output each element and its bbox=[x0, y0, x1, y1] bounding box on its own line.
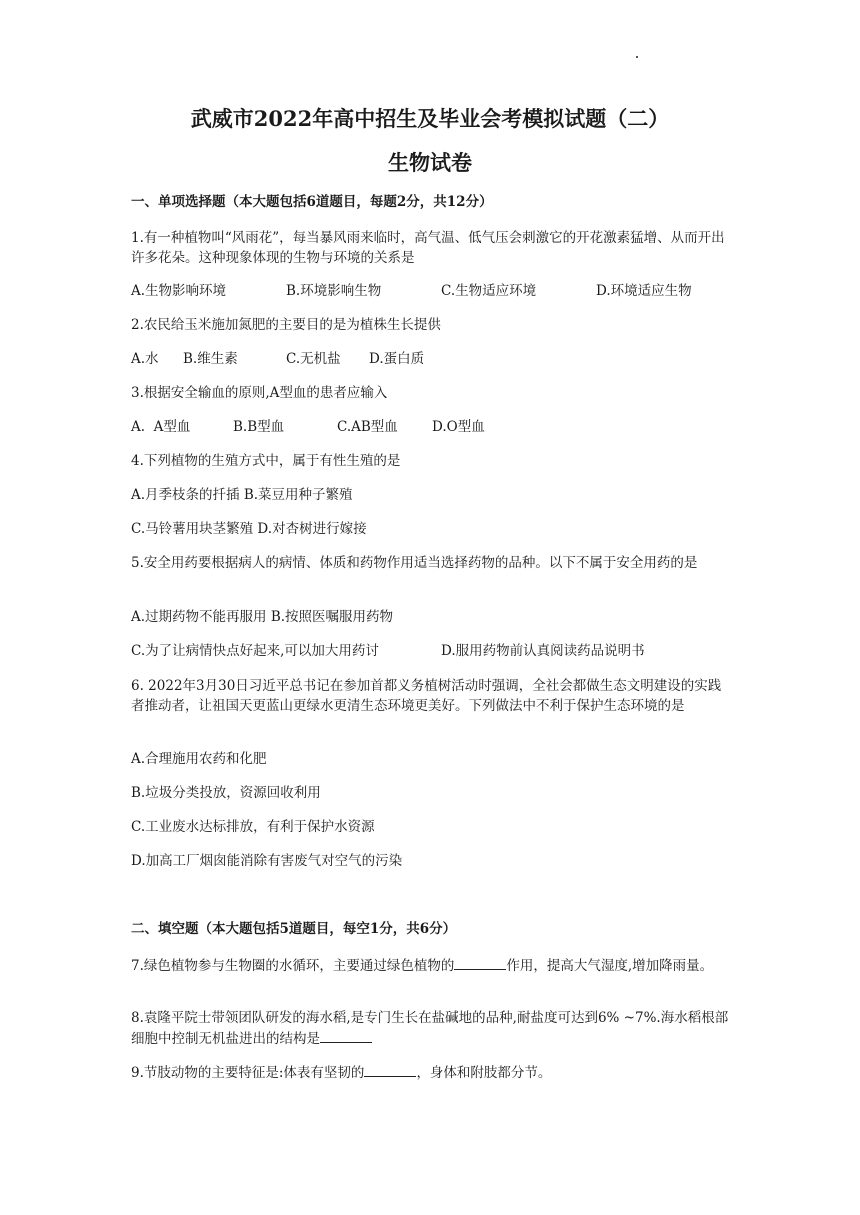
q3-option-c: C.AB型血 bbox=[337, 419, 398, 435]
q5-options-cd bbox=[131, 641, 645, 661]
q2-option-a: A.水 bbox=[131, 351, 159, 367]
q1-options bbox=[131, 281, 692, 301]
section2-heading: 二、填空题（本大题包括5道题目，每空1分，共6分） bbox=[131, 921, 457, 937]
q4-stem: 4.下列植物的生殖方式中，属于有性生殖的是 bbox=[131, 453, 401, 469]
exam-subtitle: 生物试卷 bbox=[388, 150, 472, 175]
q6-option-d: D.加高工厂烟囱能消除有害废气对空气的污染 bbox=[131, 853, 403, 869]
q1-stem: 1.有一种植物叫“风雨花”，每当暴风雨来临时，高气温、低气压会刺激它的开花激素猛增、从而开出许多花朵。这种现象体现的生物与环境的关系是 bbox=[131, 230, 725, 266]
q4-options-ab: A.月季枝条的扦插 B.菜豆用种子繁殖 bbox=[131, 487, 353, 503]
q7-answer-blank[interactable] bbox=[454, 955, 506, 970]
q5-options-ab: A.过期药物不能再服用 B.按照医嘱服用药物 bbox=[131, 609, 394, 625]
q6-stem: 6. 2022年3月30日习近平总书记在参加首都义务植树活动时强调，全社会都做生态文明建设的实践者推动者，让祖国天更蓝山更绿水更清生态环境更美好。下列做法中不利于保护生态环境的是 bbox=[131, 678, 722, 714]
q2-option-d: D.蛋白质 bbox=[369, 351, 425, 367]
q2-option-b: B.维生素 bbox=[183, 351, 238, 367]
q5-stem: 5.安全用药要根据病人的病情、体质和药物作用适当选择药物的品种。以下不属于安全用药的是 bbox=[131, 555, 698, 571]
q9-before: 9.节肢动物的主要特征是:体表有坚韧的 bbox=[131, 1065, 365, 1081]
q1-option-c: C.生物适应环境 bbox=[441, 283, 537, 299]
q1-option-b: B.环境影响生物 bbox=[286, 283, 382, 299]
q5-option-c: C.为了让病情快点好起来,可以加大用药讨 bbox=[131, 643, 379, 659]
q3-option-d: D.O型血 bbox=[432, 419, 485, 435]
q8-before: 8.袁隆平院士带领团队研发的海水稻,是专门生长在盐碱地的品种,耐盐度可达到6% ~7%.海水稻根部细胞中控制无机盐进出的结构是 bbox=[131, 1010, 729, 1047]
q7-text bbox=[131, 955, 731, 976]
q2-options bbox=[131, 349, 424, 369]
q8-text bbox=[131, 1008, 731, 1049]
q3-option-b: B.B型血 bbox=[233, 419, 285, 435]
q7-before: 7.绿色植物参与生物圈的水循环，主要通过绿色植物的 bbox=[131, 958, 455, 974]
q9-text bbox=[131, 1062, 551, 1083]
q1-option-a: A.生物影响环境 bbox=[131, 283, 227, 299]
q9-after: ，身体和附肢都分节。 bbox=[416, 1065, 552, 1081]
q3-options bbox=[131, 417, 485, 437]
q8-answer-blank[interactable] bbox=[320, 1028, 372, 1043]
q6-option-a: A.合理施用农药和化肥 bbox=[131, 751, 267, 767]
exam-title: 武威市2022年高中招生及毕业会考模拟试题（二） bbox=[190, 106, 670, 131]
q9-answer-blank[interactable] bbox=[364, 1062, 416, 1077]
q2-option-c: C.无机盐 bbox=[286, 351, 341, 367]
q3-stem: 3.根据安全输血的原则,A型血的患者应输入 bbox=[131, 385, 388, 401]
section1-heading: 一、单项选择题（本大题包括6道题目，每题2分，共12分） bbox=[131, 194, 493, 210]
q1-option-d: D.环境适应生物 bbox=[596, 283, 692, 299]
q5-option-d: D.服用药物前认真阅读药品说明书 bbox=[441, 643, 645, 659]
q7-after: 作用，提高大气湿度,增加降雨量。 bbox=[506, 958, 714, 974]
corner-dot bbox=[636, 56, 638, 58]
q6-option-c: C.工业废水达标排放，有利于保护水资源 bbox=[131, 819, 375, 835]
q6-option-b: B.垃圾分类投放，资源回收利用 bbox=[131, 785, 321, 801]
q4-options-cd: C.马铃薯用块茎繁殖 D.对杏树进行嫁接 bbox=[131, 521, 367, 537]
q2-stem: 2.农民给玉米施加氮肥的主要目的是为植株生长提供 bbox=[131, 317, 441, 333]
q3-option-a: A. A型血 bbox=[131, 419, 191, 435]
